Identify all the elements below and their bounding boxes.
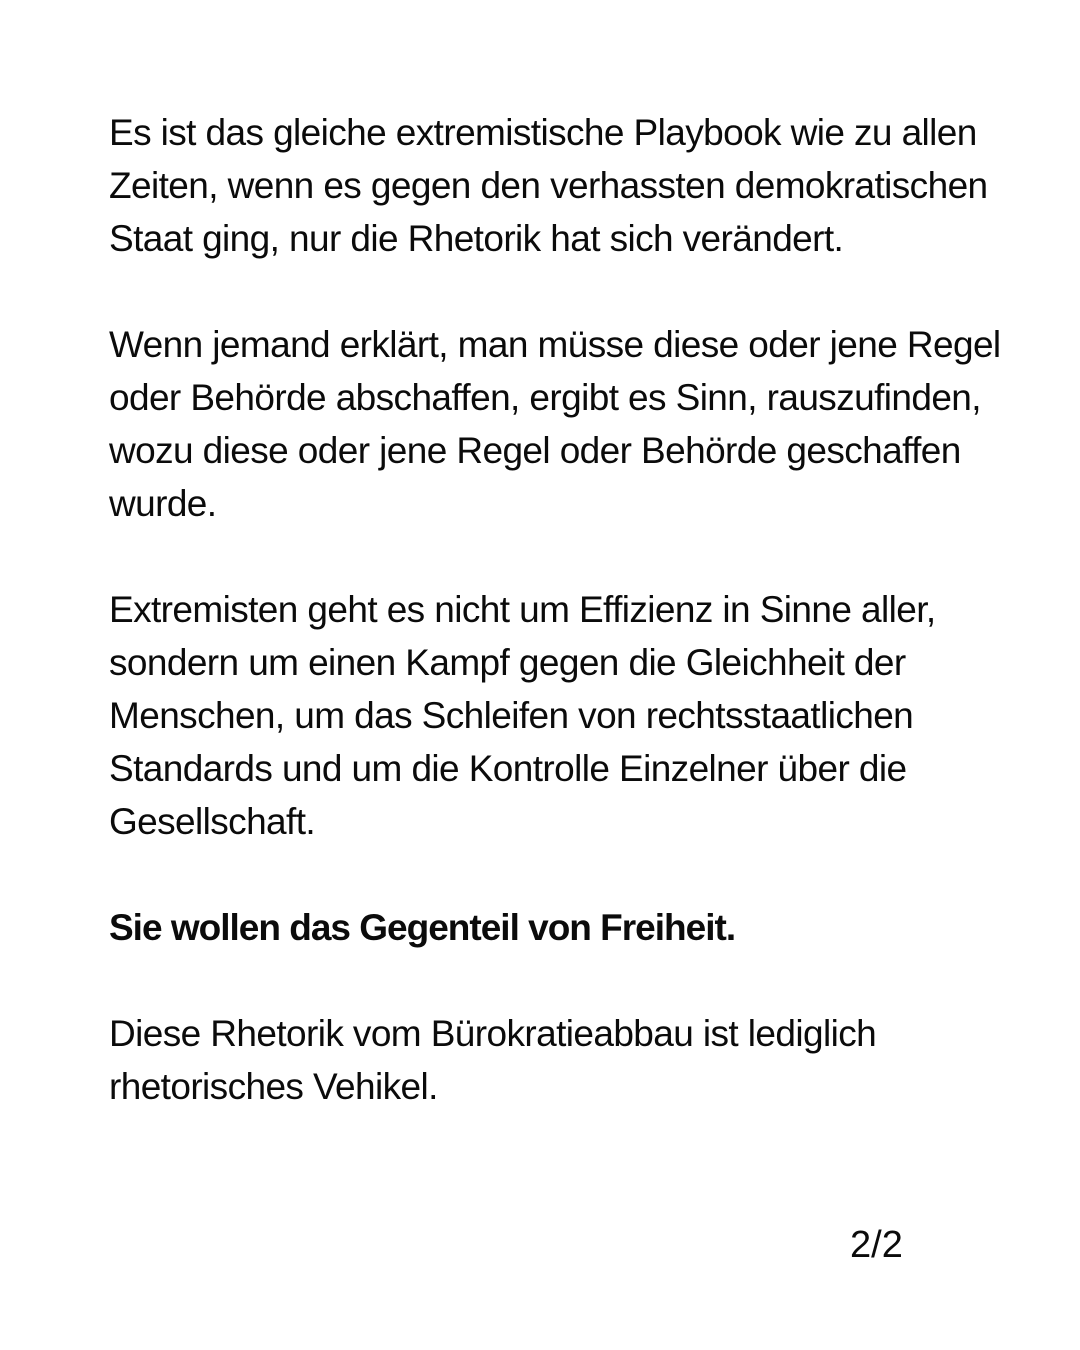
paragraph-playbook: Es ist das gleiche extremistische Playbook wie zu allen Zeiten, wenn es gegen den verhassten demokratischen Staat ging, nur die Rhetorik hat sich verändert.: [109, 112, 988, 259]
paragraph-buerokratieabbau: Diese Rhetorik vom Bürokratieabbau ist lediglich rhetorisches Vehikel.: [109, 1013, 877, 1107]
text-body: [109, 106, 1024, 1113]
page-number: 2/2: [850, 1224, 903, 1266]
paragraph-regel-behoerde: Wenn jemand erklärt, man müsse diese oder jene Regel oder Behörde abschaffen, ergibt es Sinn, rauszufinden, wozu diese oder jene Regel oder Behörde geschaffen wurde.: [109, 324, 1001, 524]
paragraph-extremisten: Extremisten geht es nicht um Effizienz in Sinne aller, sondern um einen Kampf gegen die Gleichheit der Menschen, um das Schleifen von rechtsstaatlichen Standards und um die Kontrolle Einzelner über die Gesellschaft.: [109, 589, 936, 842]
paragraph-emphasis-freiheit: Sie wollen das Gegenteil von Freiheit.: [109, 907, 736, 948]
